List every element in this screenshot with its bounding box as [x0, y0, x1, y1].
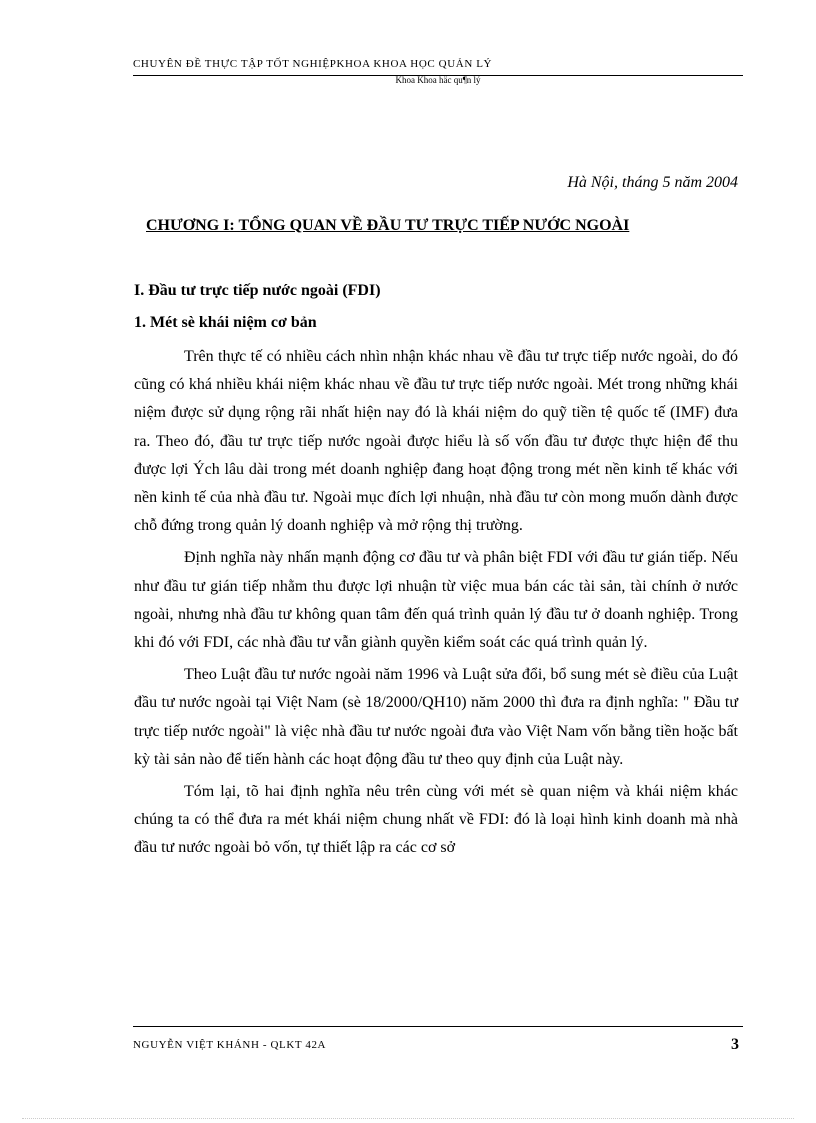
header-title: CHUYÊN ĐỀ THỰC TẬP TỐT NGHIỆPKHOA KHOA HỌC QUẢN LÝ — [133, 58, 493, 70]
section-heading: I. Đầu tư trực tiếp nước ngoài (FDI) — [134, 282, 381, 299]
paragraph: Theo Luật đầu tư nước ngoài năm 1996 và Luật sửa đổi, bổ sung mét sè điều của Luật đầu tư nước ngoài tại Việt Nam (sè 18/2000/QH10) năm 2000 thì đưa ra định nghĩa: " Đầu tư trực tiếp nước ngoài" là việc nhà đầu tư nước ngoài đưa vào Việt Nam vốn bằng tiền hoặc bất kỳ tài sản nào để tiến hành các hoạt động đầu tư theo quy định của Luật này. — [134, 666, 738, 768]
paragraph: Tóm lại, tõ hai định nghĩa nêu trên cùng với mét sè quan niệm và khái niệm khác chúng ta có thể đưa ra mét khái niệm chung nhất về FDI: đó là loại hình kinh doanh mà nhà đầu tư nước ngoài bỏ vốn, tự thiết lập ra các cơ sở — [134, 783, 738, 857]
paragraph: Định nghĩa này nhấn mạnh động cơ đầu tư và phân biệt FDI với đầu tư gián tiếp. Nếu như đầu tư gián tiếp nhằm thu được lợi nhuận từ việc mua bán các tài sản, tài chính ở nước ngoài, nhưng nhà đầu tư không quan tâm đến quá trình quản lý đầu tư ở doanh nghiệp. Trong khi đó với FDI, các nhà đầu tư vẫn giành quyền kiểm soát các quá trình quản lý. — [134, 549, 738, 652]
page-number: 3 — [731, 1036, 739, 1053]
body-text — [134, 343, 738, 867]
document-date: Hà Nội, tháng 5 năm 2004 — [567, 174, 738, 191]
page-footer — [133, 1026, 743, 1059]
page-edge-divider — [22, 1118, 794, 1119]
footer-divider — [133, 1026, 743, 1027]
chapter-title: CHƯƠNG I: TỔNG QUAN VỀ ĐẦU TƯ TRỰC TIẾP NƯỚC NGOÀI — [146, 217, 630, 234]
page-header — [133, 57, 743, 85]
paragraph: Trên thực tế có nhiều cách nhìn nhận khác nhau về đầu tư trực tiếp nước ngoài, do đó cũng có khá nhiều khái niệm khác nhau về đầu tư trực tiếp nước ngoài. Mét trong những khái niệm được sử dụng rộng rãi nhất hiện nay đó là khái niệm do quỹ tiền tệ quốc tế (IMF) đưa ra. Theo đó, đầu tư trực tiếp nước ngoài được hiểu là số vốn đầu tư được thực hiện để thu được lợi Ých lâu dài trong mét doanh nghiệp đang hoạt động trong mét nền kinh tế khác với nền kinh tế của nhà đầu tư. Ngoài mục đích lợi nhuận, nhà đầu tư còn mong muốn dành được chỗ đứng trong quản lý doanh nghiệp và mở rộng thị trường. — [134, 348, 738, 535]
subsection-heading: 1. Mét sè khái niệm cơ bản — [134, 314, 317, 331]
header-subtitle: Khoa Khoa häc qu¶n lý — [395, 75, 481, 85]
footer-author: NGUYỄN VIỆT KHÁNH - QLKT 42A — [133, 1039, 327, 1051]
